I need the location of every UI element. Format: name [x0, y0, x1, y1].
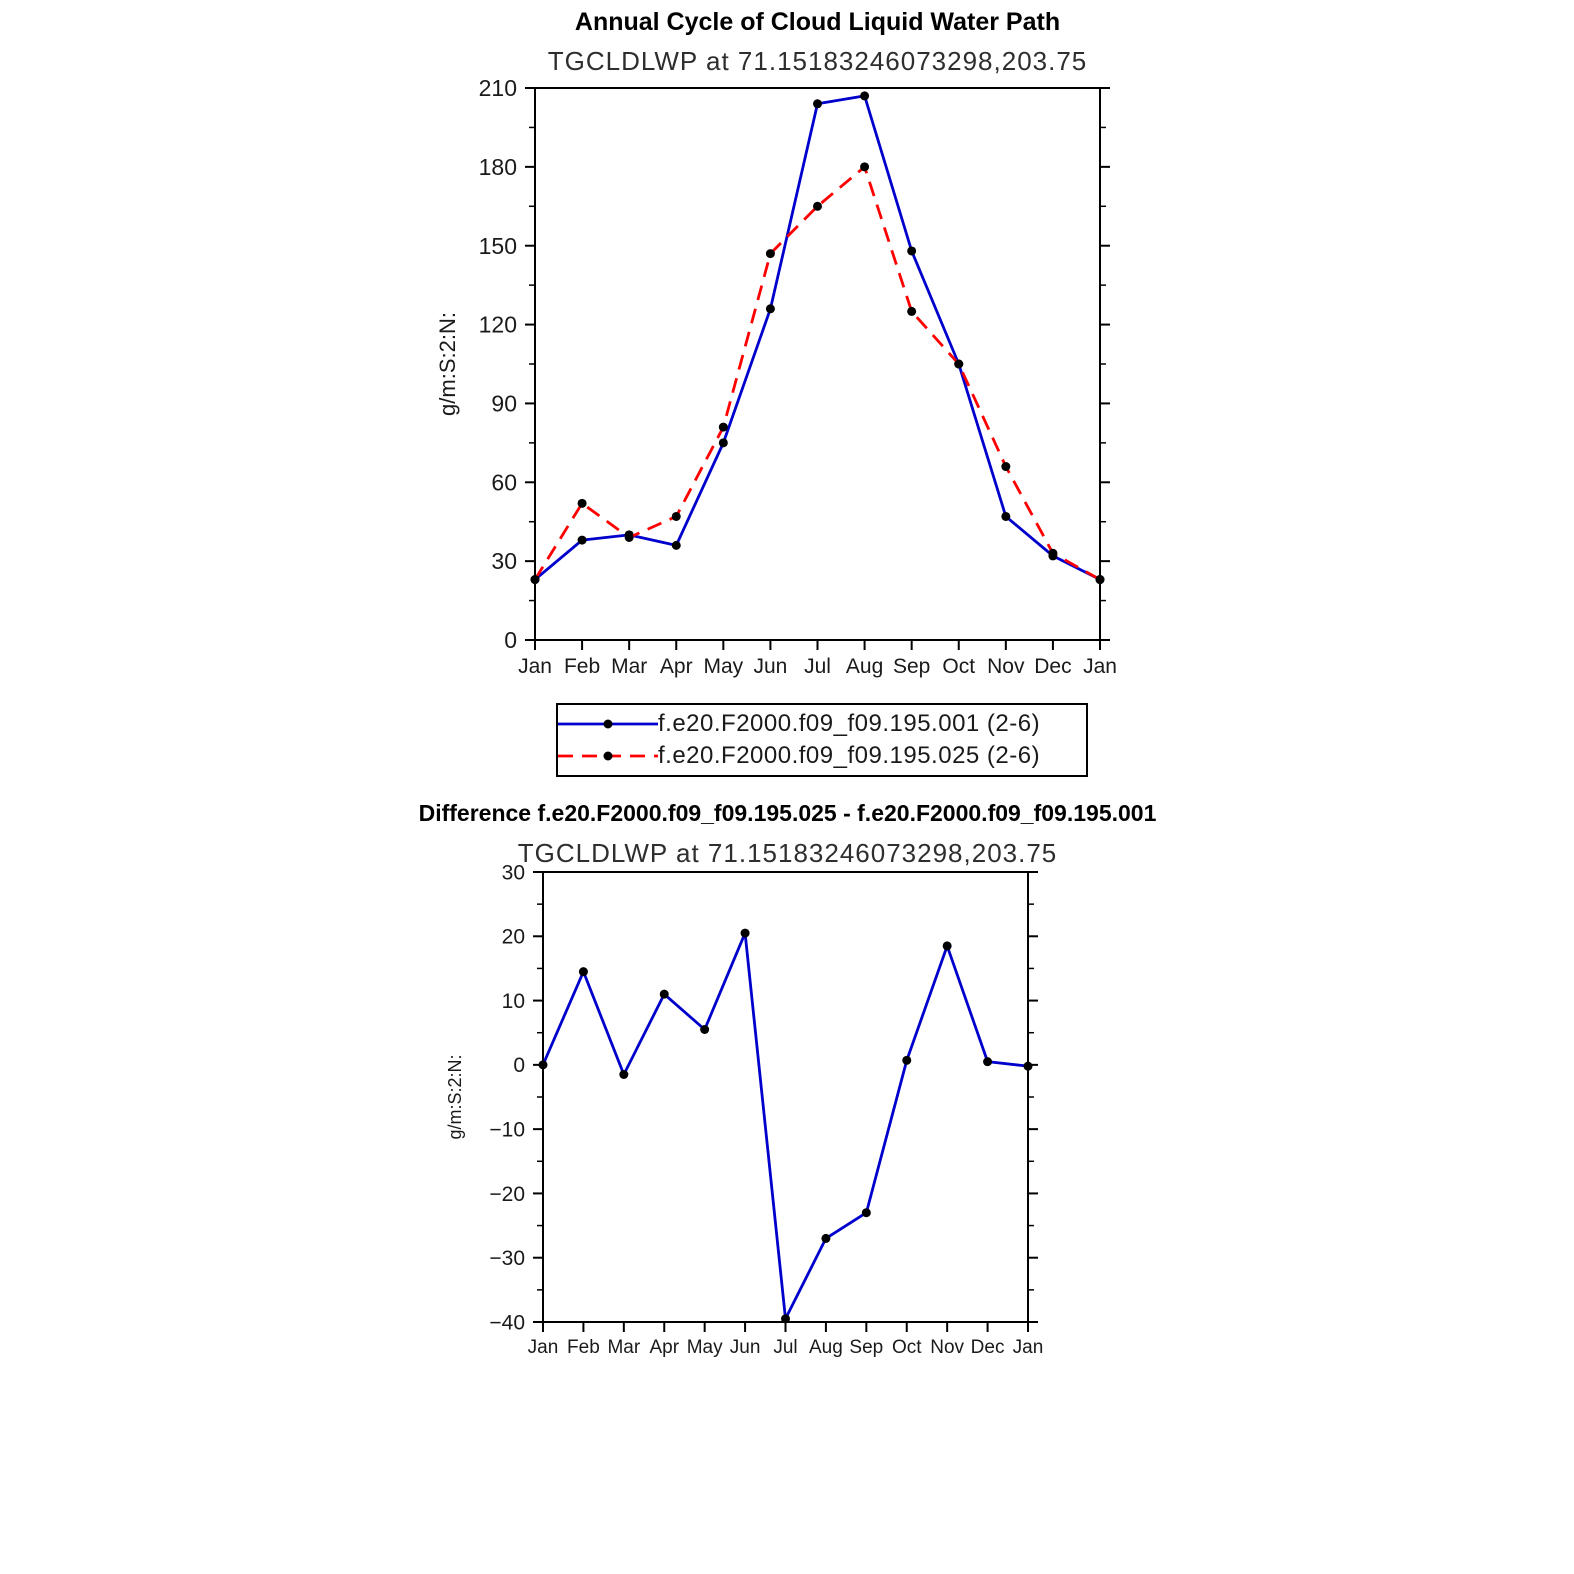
svg-text:120: 120: [478, 311, 517, 338]
svg-text:Feb: Feb: [567, 1337, 600, 1358]
svg-text:Sep: Sep: [849, 1337, 884, 1358]
svg-text:Nov: Nov: [987, 655, 1025, 678]
svg-text:Nov: Nov: [930, 1337, 965, 1358]
legend-entry-label: f.e20.F2000.f09_f09.195.025 (2-6): [658, 742, 1041, 769]
svg-text:Jul: Jul: [773, 1337, 798, 1358]
svg-text:Sep: Sep: [892, 655, 931, 678]
svg-text:30: 30: [491, 548, 517, 575]
svg-text:90: 90: [491, 390, 517, 417]
legend-entry-label: f.e20.F2000.f09_f09.195.001 (2-6): [658, 710, 1041, 737]
svg-text:Jan: Jan: [518, 655, 552, 678]
legend-line-sample: [558, 712, 658, 736]
svg-text:May: May: [703, 655, 744, 678]
difference-chart-title: Difference f.e20.F2000.f09_f09.195.025 - f.e20.F2000.f09_f09.195.001: [418, 800, 1157, 826]
svg-text:10: 10: [501, 989, 525, 1013]
svg-text:Jan: Jan: [1083, 655, 1117, 678]
svg-text:−20: −20: [489, 1182, 525, 1206]
svg-text:0: 0: [513, 1054, 525, 1078]
top-chart-title: Annual Cycle of Cloud Liquid Water Path: [574, 8, 1061, 36]
svg-text:−40: −40: [489, 1311, 525, 1335]
svg-text:Dec: Dec: [1034, 655, 1072, 678]
difference-chart-plot: [430, 858, 1130, 1378]
svg-text:−30: −30: [489, 1247, 525, 1271]
legend: [556, 703, 1088, 777]
svg-text:Oct: Oct: [891, 1337, 922, 1358]
legend-line-sample: [558, 744, 658, 768]
svg-text:Mar: Mar: [607, 1337, 641, 1358]
svg-text:May: May: [686, 1337, 723, 1358]
svg-text:Aug: Aug: [845, 655, 884, 678]
svg-text:Aug: Aug: [809, 1337, 843, 1358]
svg-text:60: 60: [491, 469, 517, 496]
svg-text:210: 210: [478, 75, 517, 102]
svg-text:Jan: Jan: [527, 1337, 559, 1358]
svg-text:150: 150: [478, 232, 517, 259]
svg-text:Jun: Jun: [729, 1337, 761, 1358]
svg-text:Jun: Jun: [753, 655, 788, 678]
svg-text:20: 20: [501, 925, 525, 949]
svg-text:30: 30: [501, 861, 525, 885]
svg-text:180: 180: [478, 153, 517, 180]
svg-text:Apr: Apr: [659, 655, 693, 678]
svg-text:Jul: Jul: [804, 655, 831, 678]
legend-entry: [558, 708, 1086, 740]
top-chart-subtitle: TGCLDLWP at 71.15183246073298,203.75: [547, 46, 1088, 76]
svg-text:−10: −10: [489, 1118, 525, 1142]
svg-text:Feb: Feb: [563, 655, 601, 678]
svg-text:Apr: Apr: [649, 1337, 680, 1358]
svg-text:Oct: Oct: [942, 655, 976, 678]
svg-text:g/m:S:2:N:: g/m:S:2:N:: [435, 312, 460, 416]
legend-entry: [558, 740, 1086, 772]
svg-text:g/m:S:2:N:: g/m:S:2:N:: [445, 1054, 465, 1140]
svg-text:Mar: Mar: [611, 655, 648, 678]
difference-chart-subtitle: TGCLDLWP at 71.15183246073298,203.75: [517, 838, 1058, 868]
svg-text:Dec: Dec: [970, 1337, 1005, 1358]
svg-text:Jan: Jan: [1012, 1337, 1044, 1358]
top-chart-plot: [430, 72, 1130, 697]
svg-text:0: 0: [504, 627, 517, 654]
